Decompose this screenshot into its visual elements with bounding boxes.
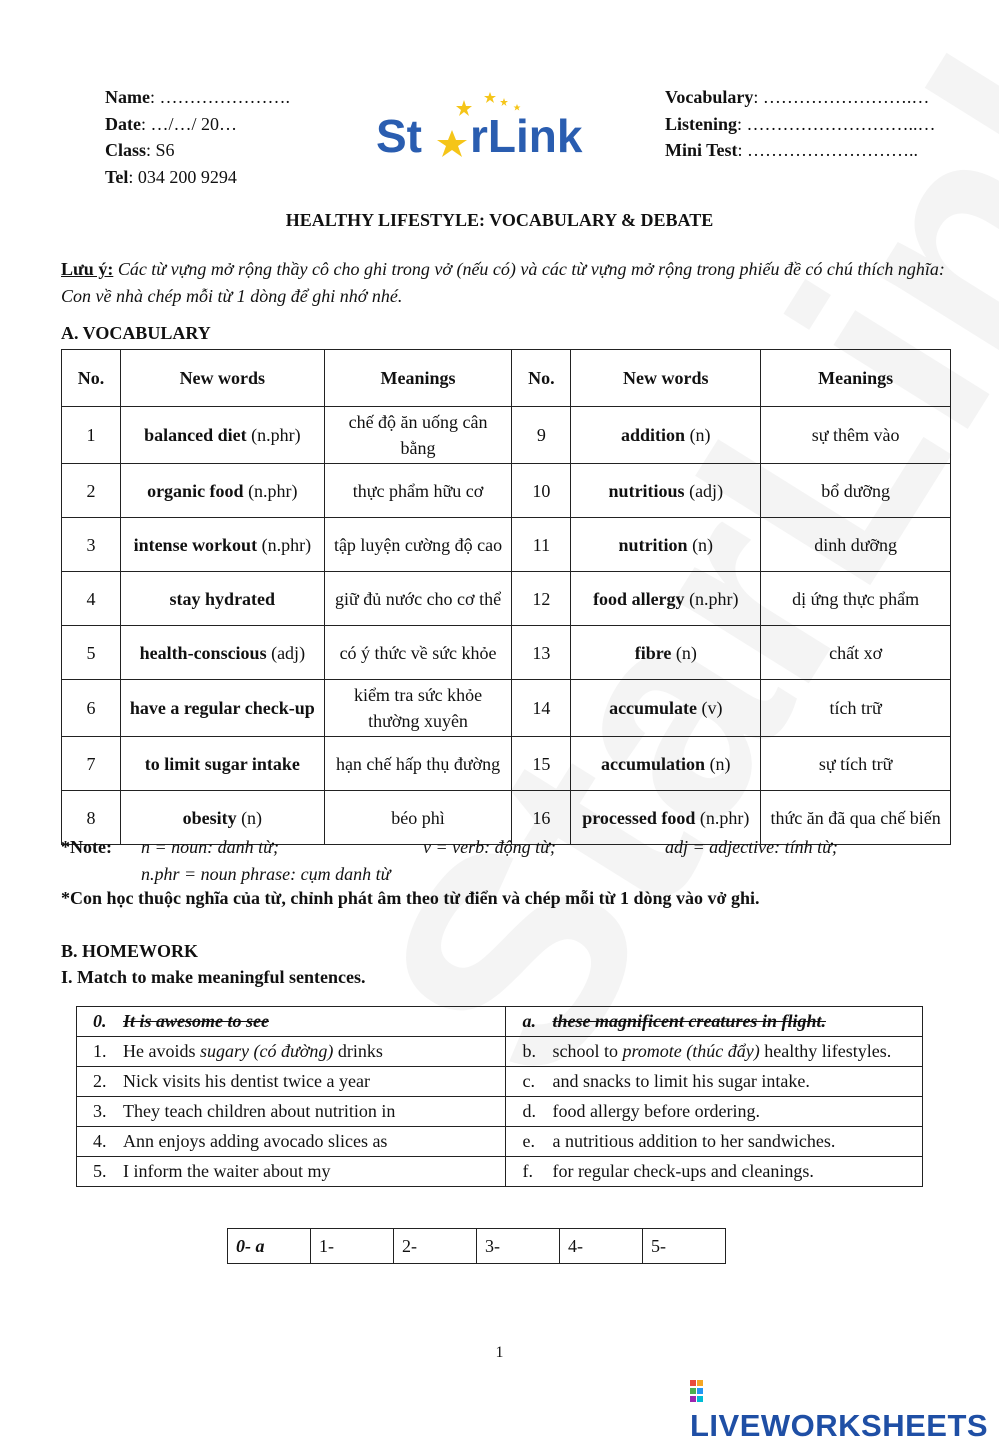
- note-label: Lưu ý:: [61, 259, 114, 279]
- task-1-heading: I. Match to make meaningful sentences.: [61, 967, 366, 987]
- answer-cell-1[interactable]: 1-: [311, 1229, 394, 1264]
- answer-cell-3[interactable]: 3-: [477, 1229, 560, 1264]
- answer-grid: [227, 1228, 726, 1264]
- section-a-heading: A. VOCABULARY: [61, 323, 211, 343]
- answer-cell-4[interactable]: 4-: [560, 1229, 643, 1264]
- name-field: : ………………….: [149, 87, 290, 107]
- score-info: Vocabulary: …………………….… Listening: ………………………..… Mini Test: ………………………..: [665, 87, 936, 160]
- vocabulary-score-field: : …………………….…: [753, 87, 930, 107]
- answer-cell-2[interactable]: 2-: [394, 1229, 477, 1264]
- table-row: 1 balanced diet (n.phr) chế độ ăn uống cân bằng 9 addition (n) sự thêm vào: [62, 407, 951, 464]
- brand-text: LIVEWORKSHEETS: [690, 1408, 989, 1443]
- table-row: 1. He avoids sugary (có đường) drinks b. school to promote (thúc đẩy) healthy lifestyles.: [77, 1037, 923, 1067]
- starlink-logo: [372, 88, 607, 168]
- answer-row: [228, 1229, 726, 1264]
- table-row: 6 have a regular check-up kiểm tra sức khỏe thường xuyên 14 accumulate (v) tích trữ: [62, 680, 951, 737]
- matching-table: [76, 1006, 923, 1187]
- table-row: 2 organic food (n.phr) thực phẩm hữu cơ 10 nutritious (adj) bổ dưỡng: [62, 464, 951, 518]
- page-number: 1: [495, 1344, 504, 1361]
- table-row: 3 intense workout (n.phr) tập luyện cường độ cao 11 nutrition (n) dinh dưỡng: [62, 518, 951, 572]
- answer-cell-5[interactable]: 5-: [643, 1229, 726, 1264]
- date-field: : …/…/ 20…: [140, 113, 237, 134]
- table-row: 7 to limit sugar intake hạn chế hấp thụ đường 15 accumulation (n) sự tích trữ: [62, 737, 951, 791]
- liveworksheets-brand: [690, 1372, 999, 1444]
- class-field: : S6: [146, 140, 175, 160]
- vocabulary-table: [61, 349, 951, 845]
- logo-text-right: rLink: [470, 110, 583, 162]
- note-paragraph: [61, 256, 951, 310]
- logo-text-left: St: [376, 110, 422, 162]
- table-row: 5 health-conscious (adj) có ý thức về sức khỏe 13 fibre (n) chất xơ: [62, 626, 951, 680]
- table-row: 4 stay hydrated giữ đủ nước cho cơ thể 12 food allergy (n.phr) dị ứng thực phẩm: [62, 572, 951, 626]
- table-row: 8 obesity (n) béo phì 16 processed food (n.phr) thức ăn đã qua chế biến: [62, 791, 951, 845]
- answer-cell-0: 0- a: [228, 1229, 311, 1264]
- table-header-row: No. New words Meanings No. New words Meanings: [62, 350, 951, 407]
- table-row: 3. They teach children about nutrition in d. food allergy before ordering.: [77, 1097, 923, 1127]
- listening-score-field: : ………………………..…: [737, 113, 936, 134]
- page-title: HEALTHY LIFESTYLE: VOCABULARY & DEBATE: [285, 210, 714, 230]
- table-row: 5. I inform the waiter about my f. for regular check-ups and cleanings.: [77, 1157, 923, 1187]
- liveworksheets-icon: [690, 1380, 710, 1402]
- learning-instruction: *Con học thuộc nghĩa của từ, chỉnh phát âm theo từ điển và chép mỗi từ 1 dòng vào vở ghi.: [61, 888, 760, 908]
- table-row: 0. It is awesome to see a. these magnificent creatures in flight.: [77, 1007, 923, 1037]
- minitest-score-field: : ………………………..: [737, 140, 919, 160]
- student-info: Name: …………………. Date: …/…/ 20… Class: S6 Tel: 034 200 9294: [105, 87, 290, 187]
- tel-field: : 034 200 9294: [128, 166, 237, 187]
- table-row: 4. Ann enjoys adding avocado slices as e. a nutritious addition to her sandwiches.: [77, 1127, 923, 1157]
- section-b-heading: B. HOMEWORK: [61, 941, 199, 961]
- note-text: Các từ vựng mở rộng thầy cô cho ghi trong vở (nếu có) và các từ vựng mở rộng trong phiếu đề có chú thích nghĩa: Con về nhà chép mỗi từ 1 dòng để ghi nhớ nhé.: [61, 259, 945, 306]
- part-of-speech-note: *Note: n = noun: danh từ; v = verb: động từ; adj = adjective: tính từ; n.phr = noun phrase: cụm danh từ: [61, 837, 838, 884]
- table-row: 2. Nick visits his dentist twice a year c. and snacks to limit his sugar intake.: [77, 1067, 923, 1097]
